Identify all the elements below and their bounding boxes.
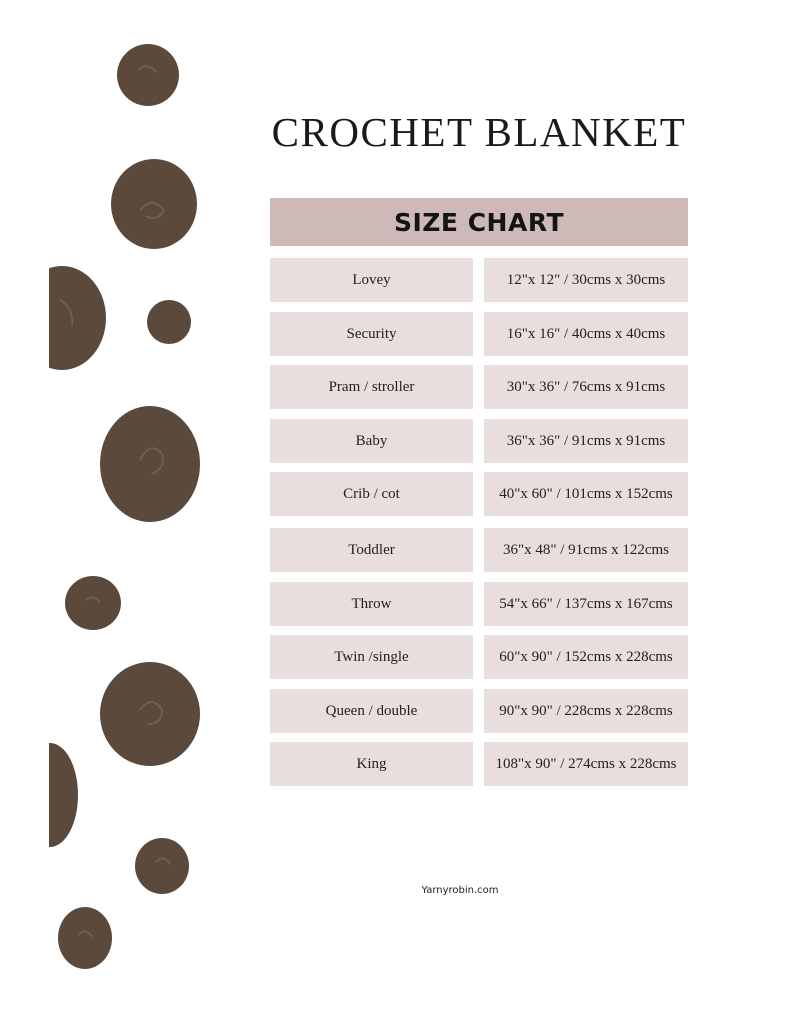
blanket-name: Queen / double — [270, 689, 473, 733]
blanket-name: King — [270, 742, 473, 786]
blanket-size: 90"x 90" / 228cms x 228cms — [484, 689, 688, 733]
blanket-size: 16"x 16" / 40cms x 40cms — [484, 312, 688, 356]
blanket-name: Lovey — [270, 258, 473, 302]
website-footer: Yarnyrobin.com — [421, 885, 499, 896]
dot — [117, 44, 179, 106]
dot — [100, 662, 200, 766]
blanket-size: 60"x 90" / 152cms x 228cms — [484, 635, 688, 679]
blanket-size: 108"x 90" / 274cms x 228cms — [484, 742, 688, 786]
dot — [22, 743, 78, 847]
dot — [100, 406, 200, 522]
blanket-size: 12"x 12" / 30cms x 30cms — [484, 258, 688, 302]
blanket-size: 30"x 36" / 76cms x 91cms — [484, 365, 688, 409]
table-row — [270, 582, 688, 626]
table-row — [270, 742, 688, 786]
size-chart-heading: SIZE CHART — [393, 207, 564, 237]
table-row — [270, 419, 688, 463]
blanket-name: Baby — [270, 419, 473, 463]
table-row — [270, 689, 688, 733]
table-row — [270, 528, 688, 572]
table-row — [270, 365, 688, 409]
dot — [147, 300, 191, 344]
blanket-size: 36"x 48" / 91cms x 122cms — [484, 528, 688, 572]
dot — [135, 838, 189, 894]
blanket-size: 54"x 66" / 137cms x 167cms — [484, 582, 688, 626]
blanket-name: Security — [270, 312, 473, 356]
blanket-name: Toddler — [270, 528, 473, 572]
dot — [111, 159, 197, 249]
blanket-name: Twin /single — [270, 635, 473, 679]
blanket-size: 40"x 60" / 101cms x 152cms — [484, 472, 688, 516]
blanket-size: 36"x 36" / 91cms x 91cms — [484, 419, 688, 463]
blanket-name: Throw — [270, 582, 473, 626]
dot — [18, 266, 106, 370]
table-row — [270, 635, 688, 679]
blanket-name: Pram / stroller — [270, 365, 473, 409]
dot — [65, 576, 121, 630]
blanket-name: Crib / cot — [270, 472, 473, 516]
table-row — [270, 258, 688, 302]
size-chart-header — [270, 198, 688, 246]
table-row — [270, 472, 688, 516]
table-row — [270, 312, 688, 356]
dot — [58, 907, 112, 969]
page-title: CROCHET BLANKET — [271, 109, 687, 155]
